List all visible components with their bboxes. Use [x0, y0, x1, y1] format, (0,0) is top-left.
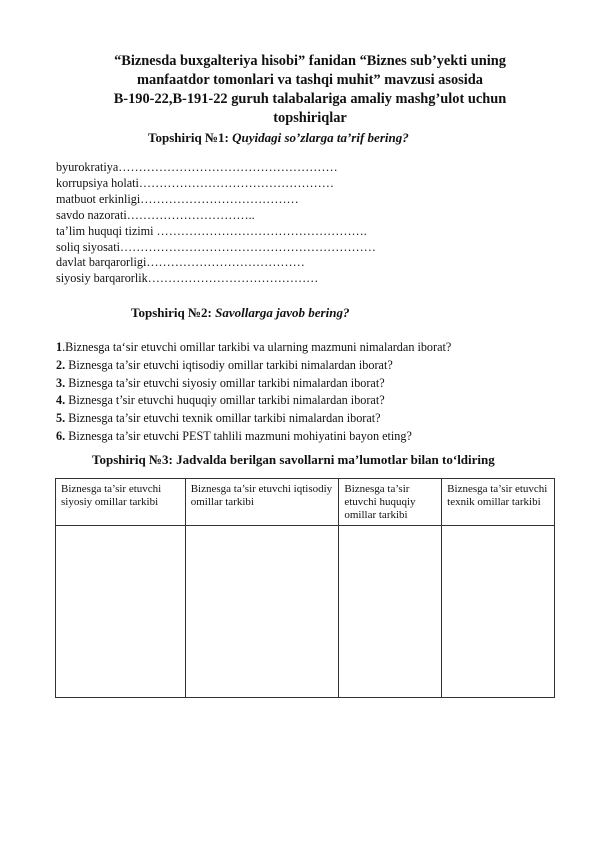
title-line: topshiriqlar	[273, 110, 347, 126]
term-item: davlat barqarorligi…………………………………	[56, 255, 305, 270]
term-item: soliq siyosati………………………………………………………	[56, 239, 376, 254]
task1-heading	[148, 130, 409, 146]
title-line: B-190-22,B-191-22 guruh talabalariga amaliy mashg’ulot uchun	[113, 91, 507, 107]
answer-cell-economic[interactable]	[185, 526, 339, 698]
term-item: korrupsiya holati…………………………………………	[56, 175, 334, 190]
question-text: .Biznesga ta‘sir etuvchi omillar tarkibi va ularning mazmuni nimalardan iborat?	[62, 340, 452, 354]
question-number: 6.	[56, 428, 66, 443]
term-item: byurokratiya………………………………………………	[56, 160, 338, 174]
question-item	[56, 357, 451, 375]
question-text: Biznesga ta’sir etuvchi siyosiy omillar tarkibi nimalardan iborat?	[65, 375, 385, 390]
task2-label: Topshiriq №2:	[131, 305, 216, 320]
question-text: Biznesga ta’sir etuvchi texnik omillar tarkibi nimalardan iborat?	[65, 411, 381, 426]
column-header-economic: Biznesga ta’sir etuvchi iqtisodiy omillar tarkibi	[185, 479, 339, 526]
column-header-political: Biznesga ta’sir etuvchi siyosiy omillar tarkibi	[56, 479, 186, 526]
task3-heading: Topshiriq №3: Jadvalda berilgan savollarni ma’lumotlar bilan to‘ldiring	[92, 452, 495, 467]
task1-label: Topshiriq №1:	[148, 130, 233, 145]
task1-instruction: Quyidagi so’zlarga ta’rif bering?	[232, 130, 409, 145]
table-header-row	[56, 479, 555, 526]
answer-cell-technical[interactable]	[442, 526, 555, 698]
column-header-legal: Biznesga ta’sir etuvchi huquqiy omillar tarkibi	[339, 479, 442, 526]
term-list	[56, 160, 376, 287]
factors-table	[55, 478, 555, 698]
task2-instruction: Savollarga javob bering?	[215, 305, 350, 320]
question-item	[56, 410, 451, 428]
question-number: 5.	[56, 411, 66, 426]
title-line: “Biznesda buxgalteriya hisobi” fanidan “Biznes sub’yekti uning	[114, 53, 506, 69]
document-title	[60, 52, 560, 128]
question-number: 1	[56, 340, 63, 354]
question-text: Biznesga t’sir etuvchi huquqiy omillar tarkibi nimalardan iborat?	[65, 393, 385, 408]
term-item: matbuot erkinligi…………………………………	[56, 191, 299, 206]
term-item: siyosiy barqarorlik……………………………………	[56, 271, 319, 286]
question-number: 3.	[56, 375, 66, 390]
question-list	[56, 339, 451, 446]
question-item	[56, 392, 451, 410]
title-line: manfaatdor tomonlari va tashqi muhit” mavzusi asosida	[137, 72, 483, 88]
answer-cell-political[interactable]	[56, 526, 186, 698]
question-item	[56, 428, 451, 446]
table-answer-row	[56, 526, 555, 698]
term-item: savdo nazorati…………………………..	[56, 207, 255, 222]
term-item: ta’lim huquqi tizimi …………………………………………….	[56, 223, 367, 238]
question-number: 2.	[56, 357, 66, 372]
question-item	[56, 375, 451, 393]
task2-heading	[131, 305, 349, 321]
question-item	[56, 339, 451, 357]
question-text: Biznesga ta’sir etuvchi PEST tahlili mazmuni mohiyatini bayon eting?	[65, 428, 412, 443]
answer-cell-legal[interactable]	[339, 526, 442, 698]
column-header-technical: Biznesga ta’sir etuvchi texnik omillar tarkibi	[442, 479, 555, 526]
question-text: Biznesga ta’sir etuvchi iqtisodiy omillar tarkibi nimalardan iborat?	[65, 357, 393, 372]
question-number: 4.	[56, 393, 66, 408]
